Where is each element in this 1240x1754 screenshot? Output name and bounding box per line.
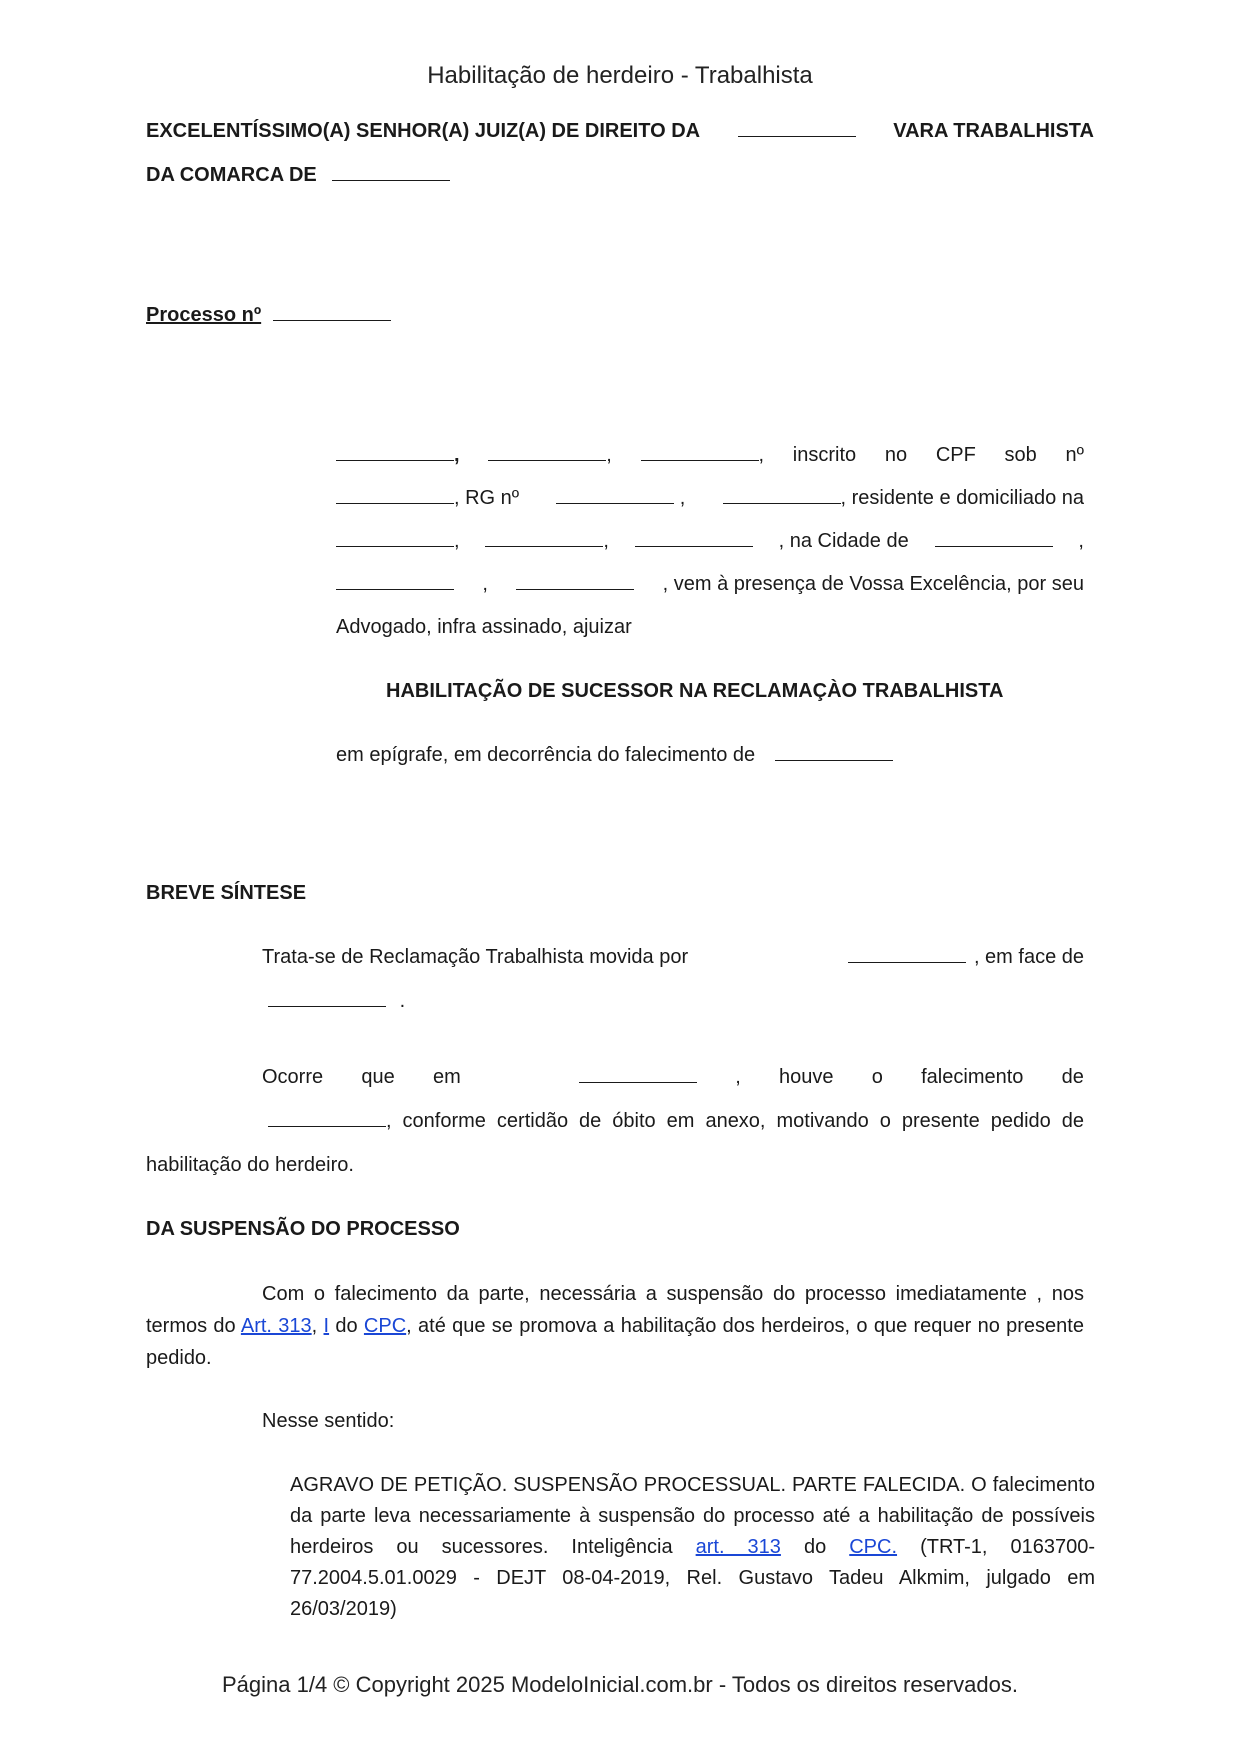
blank-field xyxy=(775,746,893,761)
blank-field xyxy=(738,122,856,137)
address-text-a: EXCELENTÍSSIMO(A) SENHOR(A) JUIZ(A) DE DIREITO DA xyxy=(146,120,701,142)
word: que xyxy=(361,1066,395,1088)
vem-text: , vem à presença de Vossa Excelência, por seu xyxy=(662,573,1084,595)
word: CPF xyxy=(935,444,976,466)
epigrafe-line xyxy=(336,744,893,767)
page-header-title: Habilitação de herdeiro - Trabalhista xyxy=(427,62,813,89)
blank-field xyxy=(579,1068,697,1083)
address-line-2 xyxy=(146,164,450,187)
suspensao-text-b: , até que se promova a habilitação dos herdeiros, o que requer no presente pedido. xyxy=(146,1315,1084,1369)
qualificacao-line-2: , RG nº , , residente e domiciliado na xyxy=(336,487,1084,510)
suspensao-paragraph: Com o falecimento da parte, necessária a suspensão do processo imediatamente , nos termos do Art. 313, I do CPC, até que se promova a habilitação dos herdeiros, o que requer no presente pedido. xyxy=(146,1283,1084,1369)
blank-field xyxy=(336,489,454,504)
blank-field xyxy=(268,1112,386,1127)
section-heading-sintese: BREVE SÍNTESE xyxy=(146,882,307,904)
jurisprudence-quote xyxy=(290,1470,1095,1625)
word: de xyxy=(1061,1066,1084,1088)
rg-label: , RG nº xyxy=(454,487,520,509)
word: falecimento xyxy=(921,1066,1024,1088)
word: , xyxy=(735,1066,741,1088)
blank-field xyxy=(485,532,603,547)
residente-text: , residente e domiciliado na xyxy=(840,487,1084,509)
blank-field xyxy=(488,446,606,461)
sintese-p1-line-1 xyxy=(262,946,1084,969)
blank-field xyxy=(336,575,454,590)
blank-field xyxy=(635,532,753,547)
word: no xyxy=(884,444,908,466)
link-art-313[interactable]: Art. 313 xyxy=(240,1315,312,1337)
blank-field xyxy=(273,306,391,321)
link-quote-art-313[interactable]: art. 313 xyxy=(695,1536,781,1558)
blank-field xyxy=(641,446,759,461)
processo-label: Processo nº xyxy=(146,304,262,326)
quote-text-a: AGRAVO DE PETIÇÃO. SUSPENSÃO PROCESSUAL. PARTE FALECIDA. O falecimento da parte leva necessariamente à suspensão do processo até a habilitação de possíveis herdeiros ou sucessores. Inteligência xyxy=(290,1474,1095,1558)
quote-text-b: (TRT-1, 0163700-77.2004.5.01.0029 - DEJT 08-04-2019, Rel. Gustavo Tadeu Alkmim, julgado em 26/03/2019) xyxy=(290,1536,1096,1620)
nesse-sentido-text: Nesse sentido: xyxy=(262,1410,395,1432)
advogado-text: Advogado, infra assinado, ajuizar xyxy=(336,616,632,638)
link-quote-cpc[interactable]: CPC. xyxy=(849,1536,898,1558)
action-title: HABILITAÇÃO DE SUCESSOR NA RECLAMAÇÀO TRABALHISTA xyxy=(386,680,1004,702)
sintese-p2-line-3: habilitação do herdeiro. xyxy=(146,1154,354,1176)
word: em xyxy=(432,1066,461,1088)
address-text-b: VARA TRABALHISTA xyxy=(893,120,1094,142)
processo-line xyxy=(146,304,391,327)
blank-field xyxy=(556,489,674,504)
blank-field xyxy=(516,575,634,590)
sintese-p1-text-b: , em face de xyxy=(973,946,1084,968)
word: o xyxy=(871,1066,883,1088)
word: nº xyxy=(1065,444,1084,466)
sintese-p1-line-2: . xyxy=(268,990,405,1013)
blank-field xyxy=(336,532,454,547)
page-footer: Página 1/4 © Copyright 2025 ModeloInicial.com.br - Todos os direitos reservados. xyxy=(222,1672,1018,1697)
address-line-1 xyxy=(146,120,1094,143)
section-heading-suspensao: DA SUSPENSÃO DO PROCESSO xyxy=(146,1218,460,1240)
link-cpc[interactable]: CPC xyxy=(363,1315,407,1337)
qualificacao-line-3: , , , na Cidade de , xyxy=(336,530,1084,553)
blank-field xyxy=(935,532,1053,547)
blank-field xyxy=(336,446,454,461)
suspensao-text-a: Com o falecimento da parte, necessária a suspensão do processo imediatamente , nos termos do xyxy=(146,1283,1084,1337)
blank-field xyxy=(848,948,966,963)
sintese-p1-text-a: Trata-se de Reclamação Trabalhista movida por xyxy=(262,946,689,968)
qualificacao-line-1: , , , inscrito no CPF sob nº xyxy=(336,444,1084,467)
cidade-text: , na Cidade de xyxy=(778,530,909,552)
word: Ocorre xyxy=(262,1066,324,1088)
link-inciso-i[interactable]: I xyxy=(323,1315,330,1337)
epigrafe-text: em epígrafe, em decorrência do falecimento de xyxy=(336,744,756,766)
address-text-comarca: DA COMARCA DE xyxy=(146,164,317,186)
word: sob xyxy=(1004,444,1037,466)
word: do xyxy=(335,1315,358,1337)
word: houve xyxy=(779,1066,834,1088)
sintese-p2-line-1 xyxy=(262,1066,1084,1089)
blank-field xyxy=(723,489,841,504)
sintese-p2-text: , conforme certidão de óbito em anexo, motivando o presente pedido de xyxy=(386,1110,1084,1132)
word: do xyxy=(803,1536,827,1558)
blank-field xyxy=(332,166,450,181)
qualificacao-line-4: , , vem à presença de Vossa Excelência, por seu xyxy=(336,573,1084,596)
word: inscrito xyxy=(792,444,857,466)
sintese-p2-line-2 xyxy=(268,1110,1084,1133)
blank-field xyxy=(268,992,386,1007)
